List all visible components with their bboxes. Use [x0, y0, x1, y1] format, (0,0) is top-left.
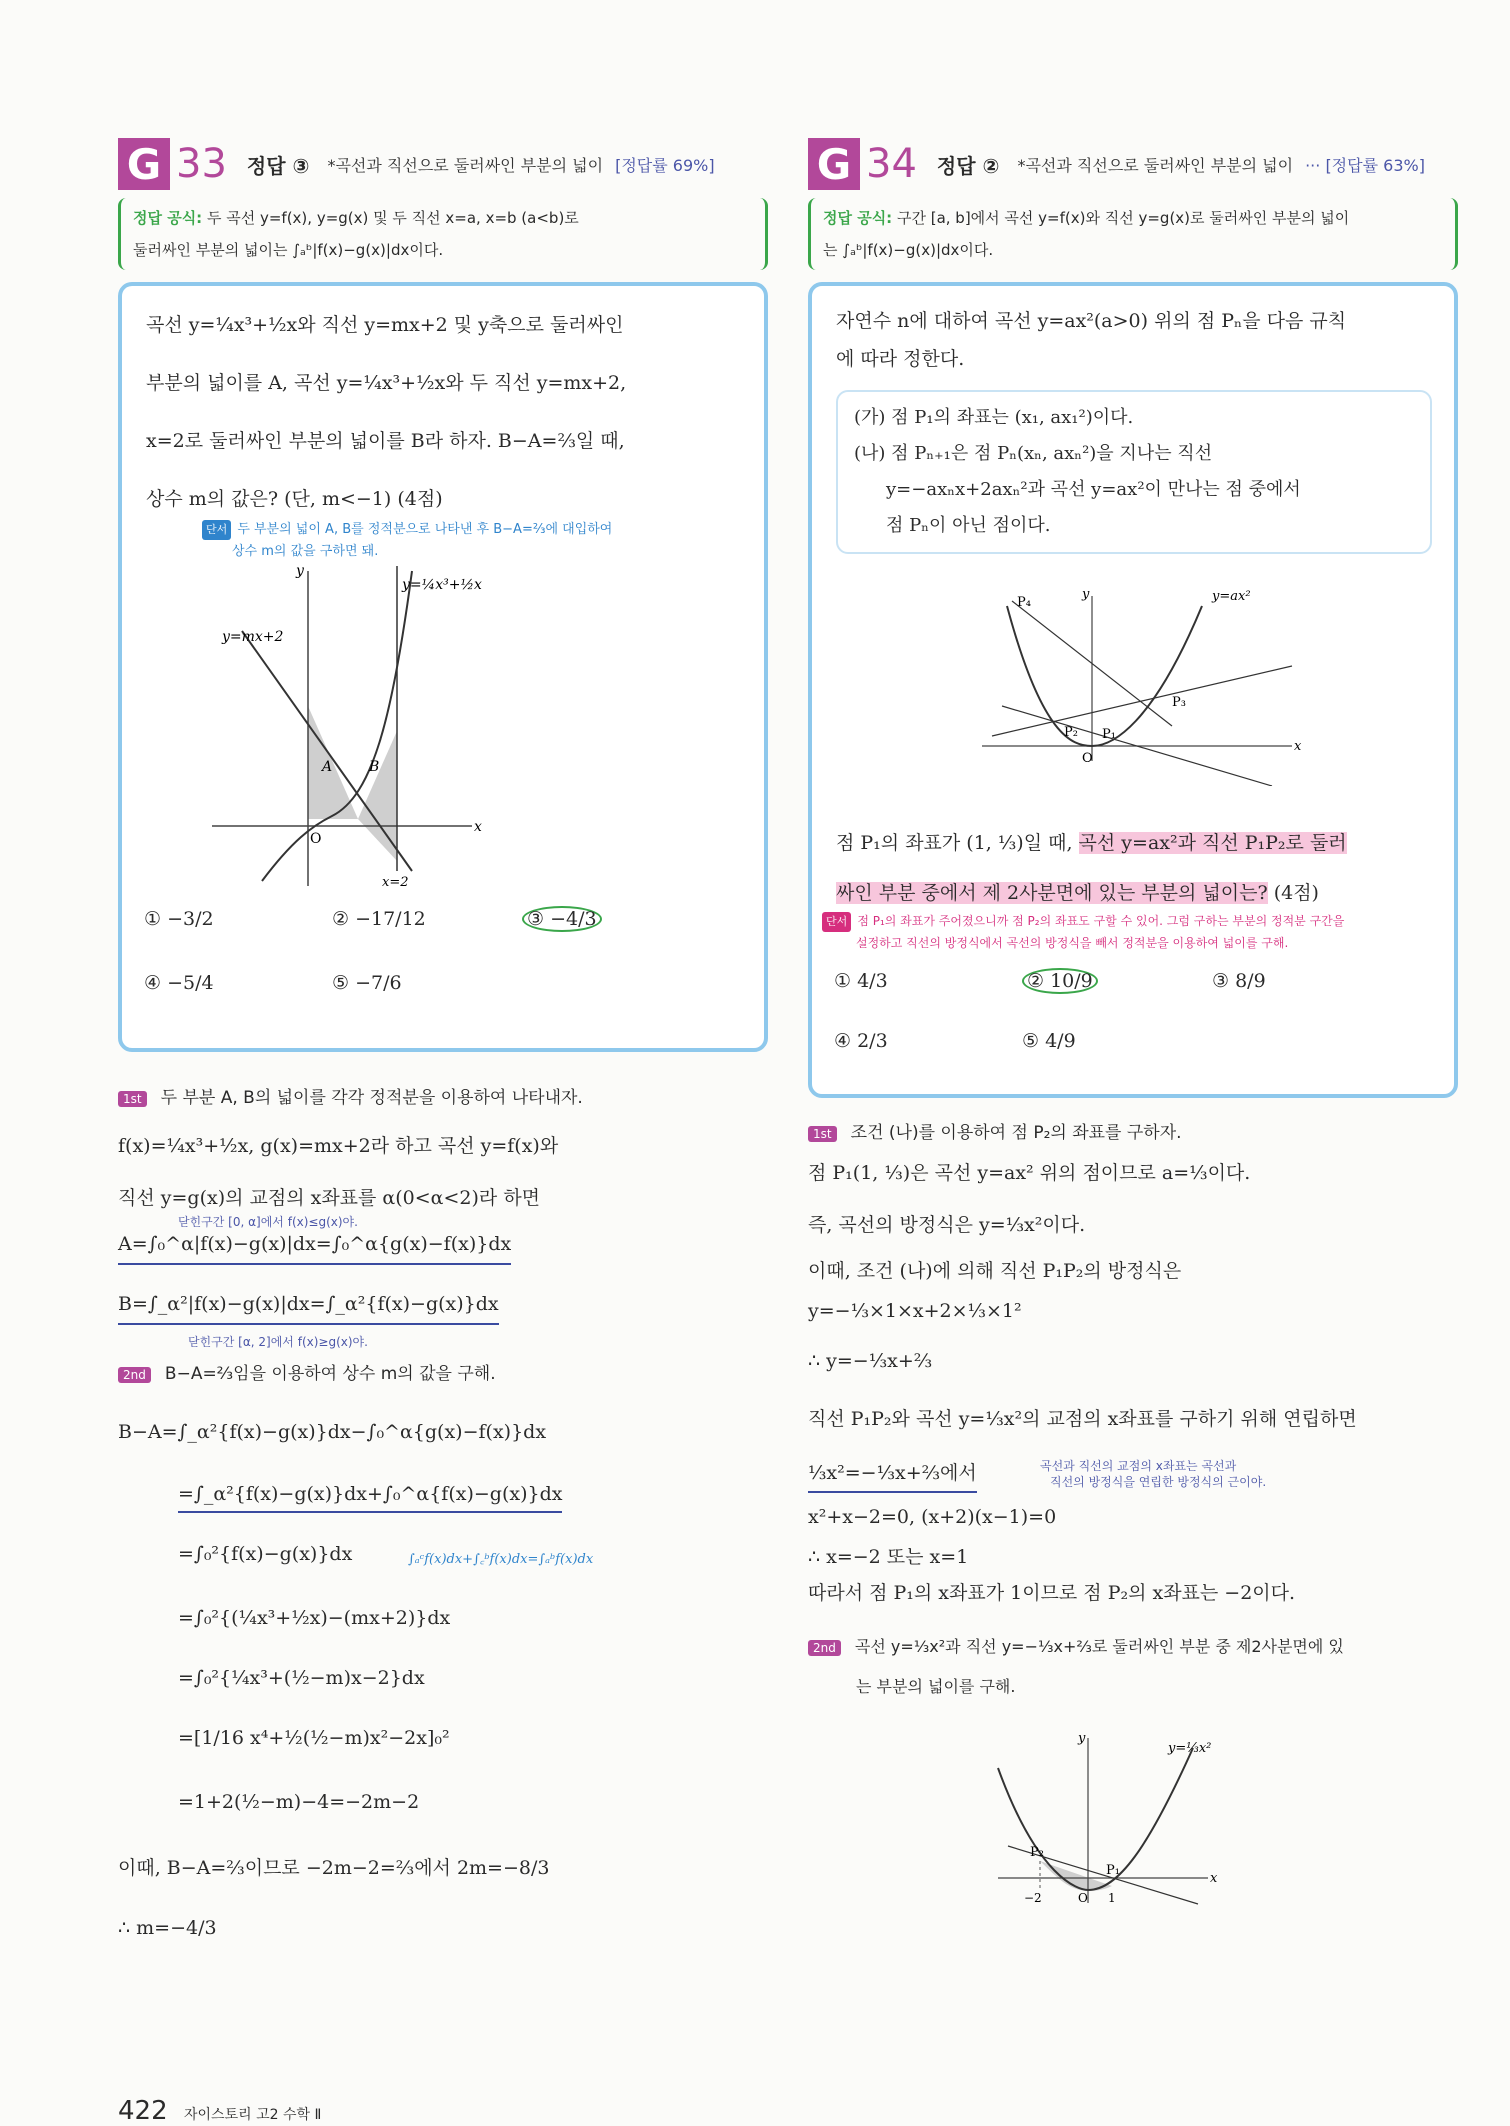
- q33-s2-line2: =∫_α²{f(x)−g(x)}dx+∫₀^α{f(x)−g(x)}dx: [178, 1483, 562, 1513]
- q33-step1-title: 두 부분 A, B의 넓이를 각각 정적분을 이용하여 나타내자.: [160, 1088, 583, 1108]
- q33-step1-badge: 1st: [118, 1091, 147, 1107]
- q33-s1-line4: B=∫_α²|f(x)−g(x)|dx=∫_α²{f(x)−g(x)}dx: [118, 1293, 499, 1325]
- q34-problem-line3: [836, 828, 1430, 855]
- q34-s1-note1: 곡선과 직선의 교점의 x좌표는 곡선과: [1040, 1459, 1237, 1473]
- q34-problem-box: [808, 282, 1458, 1098]
- q34-s1-line7: ⅓x²=−⅓x+⅔에서: [808, 1458, 977, 1493]
- q34-choice-2[interactable]: [1022, 970, 1098, 992]
- q34-step2: [808, 1634, 1344, 1657]
- q34-problem-line4a: 싸인 부분 중에서 제 2사분면에 있는 부분의 넓이는?: [836, 882, 1268, 904]
- q33-formula-line1: 두 곡선 y=f(x), y=g(x) 및 두 직선 x=a, x=b (a<b)로: [206, 209, 579, 227]
- q33-s2-line6: =[1/16 x⁴+½(½−m)x²−2x]₀²: [178, 1727, 450, 1749]
- q34-problem-line3b: 곡선 y=ax²과 직선 P₁P₂로 둘러: [1078, 832, 1347, 854]
- q34-formula-line2: 는 ∫ₐᵇ|f(x)−g(x)|dx이다.: [823, 241, 994, 259]
- q33-s2-line3: =∫₀²{f(x)−g(x)}dx: [178, 1543, 353, 1565]
- page-number: 422: [118, 2096, 168, 2126]
- q34-g2-p1: P₁: [1106, 1863, 1120, 1878]
- q34-problem-line4b: (4점): [1273, 882, 1319, 904]
- q33-tip: [202, 518, 740, 561]
- q33-graph-b-label: B: [369, 759, 380, 775]
- q33-tip-badge: 단서: [202, 520, 231, 540]
- q33-number: 33: [176, 141, 227, 187]
- q34-s1-line3: 이때, 조건 (나)에 의해 직선 P₁P₂의 방정식은: [808, 1260, 1182, 1282]
- q33-s1-line1: f(x)=¼x³+½x, g(x)=mx+2라 하고 곡선 y=f(x)와: [118, 1135, 559, 1157]
- q34-g2-p2: P₂: [1030, 1845, 1044, 1860]
- q34-step1-title: 조건 (나)를 이용하여 점 P₂의 좌표를 구하자.: [850, 1123, 1182, 1143]
- q33-problem-line1: 곡선 y=¼x³+½x와 직선 y=mx+2 및 y축으로 둘러싸인: [146, 314, 624, 336]
- q34-tip-line1: 점 P₁의 좌표가 주어졌으니까 점 P₂의 좌표도 구할 수 있어. 그럼 구하는 부분의 정적분 구간을: [857, 914, 1345, 928]
- q34-g2-x: x: [1210, 1871, 1218, 1886]
- q34-rate: ··· [정답률 63%]: [1305, 155, 1425, 175]
- q34-choice-5[interactable]: ⑤ 4/9: [1022, 1030, 1076, 1052]
- q34-choice-4[interactable]: ④ 2/3: [834, 1030, 888, 1052]
- q33-problem-line3: x=2로 둘러싸인 부분의 넓이를 B라 하자. B−A=⅔일 때,: [146, 430, 625, 452]
- q33-graph-vline-label: x=2: [382, 875, 409, 890]
- q34-graph-x: x: [1294, 739, 1302, 754]
- parabola: [1007, 606, 1202, 746]
- q33-graph-y: y: [296, 563, 304, 579]
- q33-g-badge: G: [118, 138, 170, 190]
- q34-s1-line2: 즉, 곡선의 방정식은 y=⅓x²이다.: [808, 1214, 1086, 1236]
- q33-choice-5[interactable]: ⑤ −7/6: [332, 972, 402, 994]
- q34-g2-curve: y=⅓x²: [1168, 1741, 1212, 1756]
- q33-topic: *곡선과 직선으로 둘러싸인 부분의 넓이: [327, 155, 604, 175]
- q34-formula: [808, 198, 1458, 270]
- q33-graph-x: x: [474, 819, 482, 835]
- q34-number: 34: [866, 141, 917, 187]
- q33-tip-line1: 두 부분의 넓이 A, B를 정적분으로 나타낸 후 B−A=⅔에 대입하여: [237, 522, 613, 537]
- q33-solution: [118, 1083, 768, 2083]
- q34-s1-line9: ∴ x=−2 또는 x=1: [808, 1546, 969, 1568]
- q33-s2-line4: =∫₀²{(¼x³+½x)−(mx+2)}dx: [178, 1607, 451, 1629]
- q33-s1-line3: A=∫₀^α|f(x)−g(x)|dx=∫₀^α{g(x)−f(x)}dx: [118, 1233, 511, 1265]
- q34-graph-p1: P₁: [1102, 727, 1116, 742]
- q33-rate: [정답률 69%]: [615, 155, 715, 175]
- q33-problem-line4: 상수 m의 값은? (단, m<−1) (4점): [146, 488, 443, 510]
- q34-tip-badge: 단서: [822, 912, 851, 932]
- q34-step2-badge: 2nd: [808, 1640, 841, 1656]
- q34-choice-3[interactable]: ③ 8/9: [1212, 970, 1266, 992]
- q34-conditions: [836, 390, 1432, 554]
- q34-topic: *곡선과 직선으로 둘러싸인 부분의 넓이: [1017, 155, 1294, 175]
- q34-graph: [972, 586, 1302, 786]
- q33-graph-origin: O: [310, 831, 322, 847]
- q34-graph-y: y: [1082, 587, 1090, 602]
- q34-formula-label: 정답 공식:: [823, 209, 893, 227]
- question-34: [808, 138, 1458, 1905]
- q34-s1-note2: 직선의 방정식을 연립한 방정식의 근이야.: [1050, 1475, 1267, 1489]
- q34-tip-line2: 설정하고 직선의 방정식에서 곡선의 방정식을 빼서 정적분을 이용하여 넓이를 구해.: [856, 936, 1289, 950]
- q34-problem-line1: 자연수 n에 대하여 곡선 y=ax²(a>0) 위의 점 Pₙ을 다음 규칙: [836, 310, 1347, 332]
- q33-s2-line7: =1+2(½−m)−4=−2m−2: [178, 1791, 420, 1813]
- q34-solution: [808, 1118, 1458, 2118]
- q34-g-badge: G: [808, 138, 860, 190]
- q34-step2-title: 곡선 y=⅓x²과 직선 y=−⅓x+⅔로 둘러싸인 부분 중 제2사분면에 있: [854, 1637, 1344, 1656]
- q34-graph-curve-label: y=ax²: [1212, 589, 1251, 604]
- q33-graph-line-label: y=mx+2: [222, 629, 284, 645]
- q33-step2-title: B−A=⅔임을 이용하여 상수 m의 값을 구해.: [164, 1364, 496, 1384]
- q33-choice-1[interactable]: ① −3/2: [144, 908, 214, 930]
- q34-s1-line5: ∴ y=−⅓x+⅔: [808, 1350, 933, 1372]
- q33-s1-line2: 직선 y=g(x)의 교점의 x좌표를 α(0<α<2)라 하면: [118, 1187, 541, 1209]
- q34-s1-note: [1040, 1458, 1266, 1490]
- q33-step2-badge: 2nd: [118, 1367, 151, 1383]
- q34-problem-line2: 에 따라 정한다.: [836, 348, 965, 370]
- q33-choice-3[interactable]: [522, 908, 602, 930]
- q34-cond-line2: (나) 점 Pₙ₊₁은 점 Pₙ(xₙ, axₙ²)을 지나는 직선: [854, 443, 1213, 464]
- q34-tip: [822, 910, 1446, 952]
- q33-s1-note1: 닫힌구간 [0, α]에서 f(x)≤g(x)야.: [178, 1215, 358, 1229]
- book-title: 자이스토리 고2 수학 Ⅱ: [184, 2107, 322, 2123]
- q34-problem-line4: [836, 878, 1430, 905]
- line-p2p3: [992, 666, 1292, 736]
- q33-formula: [118, 198, 768, 270]
- q34-cond-line4: 점 Pₙ이 아닌 점이다.: [886, 515, 1051, 536]
- q34-graph-p3: P₃: [1172, 695, 1186, 710]
- q33-step1: [118, 1083, 583, 1108]
- q34-s1-line1: 점 P₁(1, ⅓)은 곡선 y=ax² 위의 점이므로 a=⅓이다.: [808, 1162, 1251, 1184]
- q34-step2-title2: 는 부분의 넓이를 구해.: [856, 1677, 1016, 1696]
- q33-problem-line2: 부분의 넓이를 A, 곡선 y=¼x³+½x와 두 직선 y=mx+2,: [146, 372, 627, 394]
- q33-answer: 정답 ③: [246, 153, 310, 178]
- q34-graph-p2: P₂: [1064, 725, 1078, 740]
- q34-formula-line1: 구간 [a, b]에서 곡선 y=f(x)와 직선 y=g(x)로 둘러싸인 부분의 넓이: [896, 209, 1350, 227]
- q34-g2-y: y: [1078, 1731, 1086, 1746]
- q34-g2-origin: O: [1078, 1891, 1088, 1905]
- q33-step2: [118, 1359, 496, 1384]
- parabola: [998, 1748, 1193, 1890]
- q34-g2-one: 1: [1108, 1891, 1116, 1905]
- q33-choice-4[interactable]: ④ −5/4: [144, 972, 214, 994]
- q33-choice-3-circle: ③ −4/3: [522, 906, 602, 932]
- q34-choice-1[interactable]: ① 4/3: [834, 970, 888, 992]
- q34-step1: [808, 1118, 1182, 1143]
- q34-solution-graph: [988, 1728, 1238, 1908]
- q34-graph-origin: O: [1082, 751, 1093, 766]
- q34-s1-line10: 따라서 점 P₁의 x좌표가 1이므로 점 P₂의 x좌표는 −2이다.: [808, 1582, 1296, 1604]
- q34-step1-badge: 1st: [808, 1126, 837, 1142]
- line-mx-plus-2: [242, 631, 412, 871]
- q34-s1-line8: x²+x−2=0, (x+2)(x−1)=0: [808, 1506, 1057, 1528]
- q34-problem-line3a: 점 P₁의 좌표가 (1, ⅓)일 때,: [836, 832, 1073, 854]
- q33-graph-curve-label: y=¼x³+½x: [402, 577, 482, 593]
- q33-tip-line2: 상수 m의 값을 구하면 돼.: [232, 544, 379, 559]
- q34-cond-line3: y=−axₙx+2axₙ²과 곡선 y=ax²이 만나는 점 중에서: [886, 479, 1301, 500]
- q34-g2-minus2: −2: [1024, 1891, 1042, 1905]
- q33-s1-note2: 닫힌구간 [α, 2]에서 f(x)≥g(x)야.: [188, 1335, 368, 1349]
- q34-s1-line6: 직선 P₁P₂와 곡선 y=⅓x²의 교점의 x좌표를 구하기 위해 연립하면: [808, 1408, 1357, 1430]
- q34-choice-2-circle: ② 10/9: [1022, 968, 1098, 994]
- q34-answer: 정답 ②: [936, 153, 1000, 178]
- q33-formula-label: 정답 공식:: [133, 209, 203, 227]
- q33-graph: [212, 561, 642, 891]
- q33-formula-line2: 둘러싸인 부분의 넓이는 ∫ₐᵇ|f(x)−g(x)|dx이다.: [133, 241, 444, 259]
- q34-cond-line1: (가) 점 P₁의 좌표는 (x₁, ax₁²)이다.: [854, 407, 1134, 428]
- q33-problem-box: [118, 282, 768, 1052]
- q34-s1-line4: y=−⅓×1×x+2×⅓×1²: [808, 1300, 1022, 1322]
- q33-graph-a-label: A: [322, 759, 333, 775]
- q33-s2-line5: =∫₀²{¼x³+(½−m)x−2}dx: [178, 1667, 425, 1689]
- q33-s2-line1: B−A=∫_α²{f(x)−g(x)}dx−∫₀^α{g(x)−f(x)}dx: [118, 1421, 547, 1443]
- q33-s2-note: ∫ₐᶜf(x)dx+∫꜀ᵇf(x)dx=∫ₐᵇf(x)dx: [408, 1552, 594, 1567]
- q34-header: [808, 138, 1458, 190]
- q33-header: [118, 138, 768, 190]
- question-33: [118, 138, 768, 2126]
- q33-choice-2[interactable]: ② −17/12: [332, 908, 426, 930]
- q34-graph-p4: P₄: [1017, 595, 1031, 610]
- q33-s2-line8: 이때, B−A=⅔이므로 −2m−2=⅔에서 2m=−8/3: [118, 1857, 550, 1879]
- q33-s2-line9: ∴ m=−4/3: [118, 1917, 217, 1939]
